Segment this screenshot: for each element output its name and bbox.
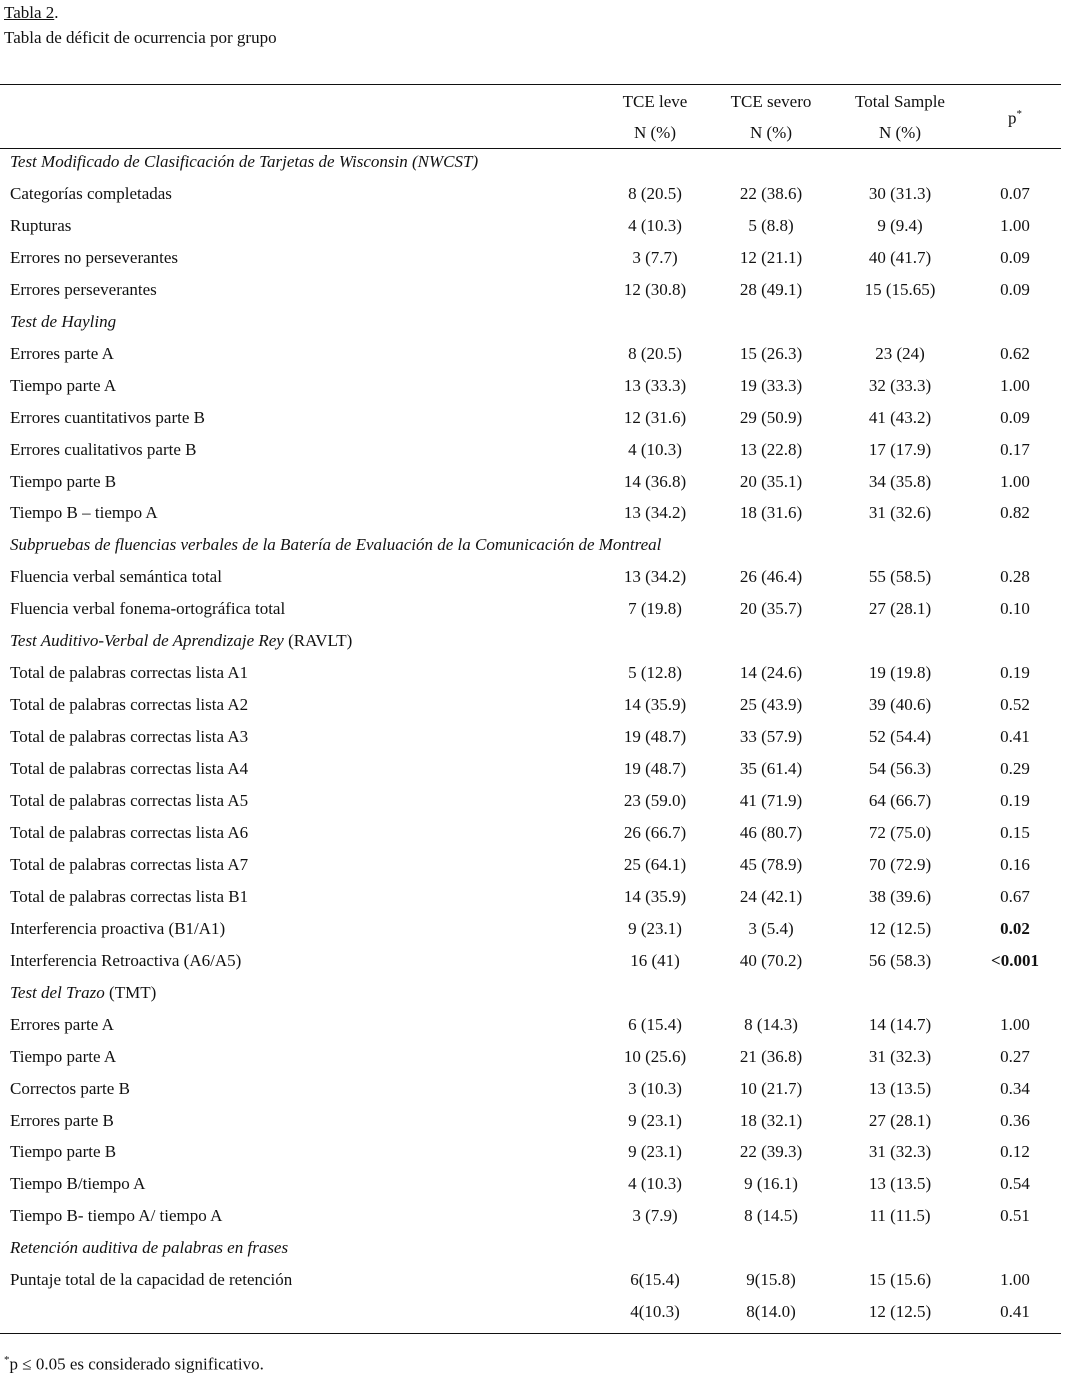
table-row [0, 887, 1061, 919]
table-row [0, 727, 1061, 759]
cell-tce-leve: 13 (33.3) [623, 375, 687, 395]
row-label [10, 1015, 114, 1035]
cell-p-value: 0.29 [1000, 759, 1030, 779]
row-label [10, 759, 248, 779]
table-row [0, 1174, 1061, 1206]
cell-tce-leve: 6(15.4) [630, 1270, 680, 1290]
cell-tce-leve: 16 (41) [630, 950, 680, 970]
row-label [10, 1174, 145, 1194]
cell-total-sample: 40 (41.7) [868, 247, 932, 267]
cell-tce-leve: 26 (66.7) [623, 822, 687, 842]
cell-tce-leve: 12 (30.8) [623, 279, 687, 299]
row-label-text: Total de palabras correctas lista A7 [10, 854, 249, 874]
cell-tce-leve: 8 (20.5) [628, 343, 682, 363]
cell-total-sample: 31 (32.3) [868, 1046, 932, 1066]
row-label-text: Fluencia verbal fonema-ortográfica total [10, 599, 286, 619]
cell-p-value: 0.54 [1000, 1174, 1030, 1194]
cell-p-value: 0.02 [1000, 918, 1030, 938]
table-row [0, 216, 1061, 248]
cell-tce-leve: 23 (59.0) [623, 791, 687, 810]
table-row [0, 472, 1061, 504]
cell-tce-leve: 19 (48.7) [623, 727, 687, 747]
cell-tce-leve: 9 (23.1) [628, 918, 682, 938]
cell-total-sample: 30 (31.3) [868, 183, 932, 203]
section-title [10, 535, 661, 555]
cell-p-value: 1.00 [1000, 215, 1030, 235]
cell-tce-severo: 13 (22.8) [739, 439, 803, 459]
cell-tce-severo: 8(14.0) [746, 1302, 796, 1322]
table-number-suffix: . [54, 3, 59, 22]
cell-total-sample: 27 (28.1) [868, 599, 932, 619]
cell-total-sample: 31 (32.3) [868, 1142, 932, 1162]
row-label [10, 1079, 130, 1099]
cell-tce-severo: 20 (35.1) [739, 471, 803, 491]
cell-tce-leve: 7 (19.8) [628, 599, 682, 619]
row-label [10, 216, 71, 236]
cell-total-sample: 55 (58.5) [868, 567, 932, 587]
row-label-text: Retención auditiva de palabras en frases [10, 1238, 289, 1258]
cell-p-value: 1.00 [1000, 1014, 1030, 1034]
cell-tce-leve: 4 (10.3) [628, 1174, 682, 1194]
cell-tce-leve: 12 (31.6) [623, 407, 687, 427]
row-label-text: Errores perseverantes [10, 279, 157, 299]
table-row [0, 791, 1061, 823]
cell-tce-severo: 9(15.8) [746, 1270, 796, 1290]
table-row [0, 1047, 1061, 1079]
cell-tce-leve: 25 (64.1) [623, 854, 687, 874]
cell-tce-severo: 26 (46.4) [739, 567, 803, 587]
row-label [10, 344, 114, 364]
row-label-text: Subpruebas de fluencias verbales de la Batería de Evaluación de la Comunicación de Montreal [10, 535, 662, 555]
row-label [10, 1270, 292, 1290]
cell-total-sample: 70 (72.9) [868, 854, 932, 874]
cell-tce-severo: 3 (5.4) [748, 918, 794, 938]
table-row [0, 1142, 1061, 1174]
section-title [10, 631, 352, 651]
cell-tce-severo: 45 (78.9) [739, 854, 803, 874]
cell-total-sample: 9 (9.4) [877, 215, 923, 235]
row-label-text: Fluencia verbal semántica total [10, 567, 222, 587]
row-label-text: Total de palabras correctas lista A1 [10, 663, 249, 683]
cell-tce-leve: 4 (10.3) [628, 439, 682, 459]
header-total-sample-unit: N (%) [878, 123, 921, 142]
cell-tce-severo: 41 (71.9) [739, 791, 803, 810]
table-row [0, 1079, 1061, 1111]
section-header-row [0, 1238, 1061, 1270]
section-title [10, 312, 116, 332]
row-label [10, 791, 248, 811]
row-label-text: Total de palabras correctas lista B1 [10, 886, 249, 906]
row-label-text: Tiempo B – tiempo A [10, 503, 158, 523]
cell-p-value: 0.09 [1000, 407, 1030, 427]
cell-tce-severo: 24 (42.1) [739, 886, 803, 906]
row-label [10, 823, 248, 843]
cell-p-value: 0.82 [1000, 503, 1030, 523]
cell-tce-severo: 14 (24.6) [739, 663, 803, 683]
cell-tce-leve: 13 (34.2) [623, 503, 687, 523]
cell-tce-severo: 35 (61.4) [739, 759, 803, 779]
cell-p-value: 0.34 [1000, 1078, 1030, 1098]
cell-tce-severo: 22 (38.6) [739, 183, 803, 203]
row-label [10, 951, 241, 971]
table-row [0, 1206, 1061, 1238]
cell-p-value: 0.41 [1000, 727, 1030, 747]
cell-total-sample: 41 (43.2) [868, 407, 932, 427]
row-label-text: Tiempo B/tiempo A [10, 1174, 146, 1194]
section-header-row [0, 152, 1061, 184]
table-row [0, 951, 1061, 983]
header-total-sample-label: Total Sample [855, 92, 945, 111]
row-label-text: Errores no perseverantes [10, 247, 179, 267]
table-top-rule [0, 84, 1061, 85]
row-label [10, 472, 116, 492]
cell-tce-severo: 33 (57.9) [739, 727, 803, 747]
row-label [10, 663, 248, 683]
cell-total-sample: 23 (24) [875, 343, 925, 363]
cell-tce-severo: 18 (31.6) [739, 503, 803, 523]
section-title [10, 1238, 288, 1258]
row-label-text: Errores parte B [10, 1110, 114, 1130]
cell-p-value: 0.27 [1000, 1046, 1030, 1066]
section-header-row [0, 983, 1061, 1015]
table-row [0, 344, 1061, 376]
cell-tce-leve: 19 (48.7) [623, 759, 687, 779]
row-label [10, 887, 248, 907]
cell-p-value: 0.15 [1000, 822, 1030, 842]
row-label [10, 248, 178, 268]
cell-p-value: 0.19 [1000, 791, 1030, 810]
table-footnote [4, 1354, 264, 1375]
row-label [10, 408, 205, 428]
cell-p-value: 0.36 [1000, 1110, 1030, 1130]
table-row [0, 567, 1061, 599]
cell-tce-leve: 5 (12.8) [628, 663, 682, 683]
table-row [0, 184, 1061, 216]
cell-total-sample: 52 (54.4) [868, 727, 932, 747]
row-label-text: Tiempo parte A [10, 1046, 117, 1066]
row-label-text: Puntaje total de la capacidad de retención [10, 1270, 293, 1290]
row-label-text: Tiempo parte B [10, 471, 117, 491]
section-title [10, 983, 156, 1003]
table-row [0, 695, 1061, 727]
header-tce-severo-label: TCE severo [730, 92, 812, 111]
cell-p-value: 0.09 [1000, 247, 1030, 267]
cell-p-value: 0.10 [1000, 599, 1030, 619]
row-label-text: Test del Trazo [10, 982, 105, 1002]
row-label-text: Total de palabras correctas lista A4 [10, 759, 249, 779]
section-header-row [0, 631, 1061, 663]
header-p-value [990, 108, 1040, 129]
row-label [10, 1206, 222, 1226]
cell-p-value: <0.001 [991, 950, 1039, 970]
cell-tce-severo: 5 (8.8) [748, 215, 794, 235]
cell-tce-severo: 10 (21.7) [739, 1078, 803, 1098]
cell-tce-severo: 8 (14.3) [744, 1014, 798, 1034]
cell-tce-severo: 20 (35.7) [739, 599, 803, 619]
cell-total-sample: 38 (39.6) [868, 886, 932, 906]
table-row [0, 919, 1061, 951]
row-label-text: Correctos parte B [10, 1078, 130, 1098]
cell-tce-severo: 9 (16.1) [744, 1174, 798, 1194]
row-label [10, 599, 285, 619]
row-label [10, 440, 196, 460]
table-row [0, 1270, 1061, 1302]
row-label-text: Interferencia proactiva (B1/A1) [10, 918, 226, 938]
cell-p-value: 0.19 [1000, 663, 1030, 683]
cell-tce-severo: 8 (14.5) [744, 1206, 798, 1226]
cell-tce-severo: 19 (33.3) [739, 375, 803, 395]
table-row [0, 663, 1061, 695]
cell-total-sample: 56 (58.3) [868, 950, 932, 970]
row-label-text: Total de palabras correctas lista A6 [10, 822, 249, 842]
cell-p-value: 1.00 [1000, 1270, 1030, 1290]
row-label-text: Errores parte A [10, 343, 114, 363]
cell-tce-severo: 21 (36.8) [739, 1046, 803, 1066]
cell-tce-leve: 14 (35.9) [623, 695, 687, 715]
cell-total-sample: 64 (66.7) [868, 791, 932, 810]
table-number: Tabla 2 [4, 3, 55, 22]
row-label-text: Total de palabras correctas lista A2 [10, 695, 249, 715]
cell-tce-severo: 28 (49.1) [739, 279, 803, 299]
cell-total-sample: 12 (12.5) [868, 1302, 932, 1322]
cell-tce-leve: 3 (7.9) [632, 1206, 678, 1226]
table-row [0, 599, 1061, 631]
table-row [0, 440, 1061, 472]
cell-tce-leve: 4 (10.3) [628, 215, 682, 235]
cell-p-value: 0.17 [1000, 439, 1030, 459]
cell-tce-leve: 8 (20.5) [628, 183, 682, 203]
table-row [0, 280, 1061, 312]
table-row [0, 248, 1061, 280]
cell-p-value: 1.00 [1000, 471, 1030, 491]
cell-tce-severo: 29 (50.9) [739, 407, 803, 427]
row-label-text: Test Modificado de Clasificación de Tarjetas de Wisconsin (NWCST) [10, 152, 479, 171]
section-title-suffix: (TMT) [104, 982, 157, 1002]
cell-tce-leve: 14 (36.8) [623, 471, 687, 491]
section-title [10, 152, 478, 172]
cell-p-value: 0.67 [1000, 886, 1030, 906]
cell-total-sample: 14 (14.7) [868, 1014, 932, 1034]
row-label [10, 1142, 116, 1162]
cell-p-value: 0.51 [1000, 1206, 1030, 1226]
cell-tce-severo: 22 (39.3) [739, 1142, 803, 1162]
cell-tce-leve: 4(10.3) [630, 1302, 680, 1322]
cell-total-sample: 54 (56.3) [868, 759, 932, 779]
cell-tce-severo: 40 (70.2) [739, 950, 803, 970]
cell-tce-leve: 3 (10.3) [628, 1078, 682, 1098]
cell-p-value: 0.16 [1000, 854, 1030, 874]
cell-total-sample: 12 (12.5) [868, 918, 932, 938]
header-p-label: p [1008, 108, 1017, 128]
row-label-text: Interferencia Retroactiva (A6/A5) [10, 950, 242, 970]
section-title-suffix: (RAVLT) [283, 631, 353, 651]
cell-p-value: 0.41 [1000, 1302, 1030, 1322]
cell-p-value: 1.00 [1000, 375, 1030, 395]
row-label [10, 280, 157, 300]
row-label-text: Total de palabras correctas lista A5 [10, 791, 249, 810]
cell-total-sample: 72 (75.0) [868, 822, 932, 842]
table-row [0, 1111, 1061, 1143]
table-caption-label [4, 3, 59, 23]
table-row [0, 408, 1061, 440]
row-label-text: Errores cualitativos parte B [10, 439, 197, 459]
table-row [0, 823, 1061, 855]
header-tce-leve-label: TCE leve [622, 92, 688, 111]
cell-p-value: 0.52 [1000, 695, 1030, 715]
cell-p-value: 0.28 [1000, 567, 1030, 587]
cell-total-sample: 39 (40.6) [868, 695, 932, 715]
row-label [10, 919, 225, 939]
footnote-text: p ≤ 0.05 es considerado significativo. [9, 1354, 264, 1374]
table-row [0, 855, 1061, 887]
cell-total-sample: 34 (35.8) [868, 471, 932, 491]
row-label [10, 855, 248, 875]
cell-total-sample: 15 (15.6) [868, 1270, 932, 1290]
cell-total-sample: 13 (13.5) [868, 1078, 932, 1098]
cell-tce-severo: 15 (26.3) [739, 343, 803, 363]
row-label-text: Test de Hayling [10, 311, 117, 331]
header-total-sample [840, 92, 960, 142]
row-label-text: Tiempo parte B [10, 1142, 117, 1162]
row-label [10, 1111, 114, 1131]
cell-tce-severo: 18 (32.1) [739, 1110, 803, 1130]
cell-tce-leve: 6 (15.4) [628, 1014, 682, 1034]
row-label [10, 184, 172, 204]
table-bottom-rule [0, 1333, 1061, 1334]
row-label-text: Categorías completadas [10, 183, 172, 203]
cell-total-sample: 15 (15.65) [864, 279, 936, 299]
row-label [10, 1047, 116, 1067]
table-row [0, 1015, 1061, 1047]
row-label [10, 567, 222, 587]
section-header-row [0, 535, 1061, 567]
cell-total-sample: 32 (33.3) [868, 375, 932, 395]
row-label [10, 727, 248, 747]
table-row [0, 759, 1061, 791]
cell-total-sample: 27 (28.1) [868, 1110, 932, 1130]
row-label-text: Rupturas [10, 215, 72, 235]
section-header-row [0, 312, 1061, 344]
cell-tce-severo: 46 (80.7) [739, 822, 803, 842]
cell-total-sample: 31 (32.6) [868, 503, 932, 523]
cell-total-sample: 19 (19.8) [868, 663, 932, 683]
row-label-text: Test Auditivo-Verbal de Aprendizaje Rey [10, 631, 284, 651]
row-label-text: Tiempo B- tiempo A/ tiempo A [10, 1206, 223, 1226]
table-row [0, 503, 1061, 535]
cell-p-value: 0.09 [1000, 279, 1030, 299]
cell-p-value: 0.62 [1000, 343, 1030, 363]
cell-total-sample: 11 (11.5) [869, 1206, 931, 1226]
cell-tce-leve: 9 (23.1) [628, 1110, 682, 1130]
cell-tce-leve: 9 (23.1) [628, 1142, 682, 1162]
cell-tce-leve: 10 (25.6) [623, 1046, 687, 1066]
header-tce-leve [600, 92, 710, 142]
cell-tce-severo: 12 (21.1) [739, 247, 803, 267]
row-label [10, 503, 158, 523]
row-label-text: Tiempo parte A [10, 375, 117, 395]
cell-p-value: 0.07 [1000, 183, 1030, 203]
cell-total-sample: 17 (17.9) [868, 439, 932, 459]
footnote-marker: * [4, 1354, 10, 1366]
cell-p-value: 0.12 [1000, 1142, 1030, 1162]
cell-total-sample: 13 (13.5) [868, 1174, 932, 1194]
cell-tce-leve: 14 (35.9) [623, 886, 687, 906]
header-p-sup: * [1016, 108, 1022, 120]
row-label [10, 376, 116, 396]
row-label-text: Errores parte A [10, 1014, 114, 1034]
row-label [10, 695, 248, 715]
cell-tce-leve: 13 (34.2) [623, 567, 687, 587]
row-label-text: Total de palabras correctas lista A3 [10, 727, 249, 747]
table-header-rule [0, 148, 1061, 149]
header-tce-severo-unit: N (%) [749, 123, 792, 142]
header-tce-leve-unit: N (%) [633, 123, 676, 142]
header-tce-severo [715, 92, 827, 142]
table-title: Tabla de déficit de ocurrencia por grupo [4, 28, 277, 47]
cell-tce-severo: 25 (43.9) [739, 695, 803, 715]
cell-tce-leve: 3 (7.7) [632, 247, 678, 267]
row-label-text: Errores cuantitativos parte B [10, 407, 205, 427]
table-row [0, 376, 1061, 408]
table-row [0, 1302, 1061, 1334]
